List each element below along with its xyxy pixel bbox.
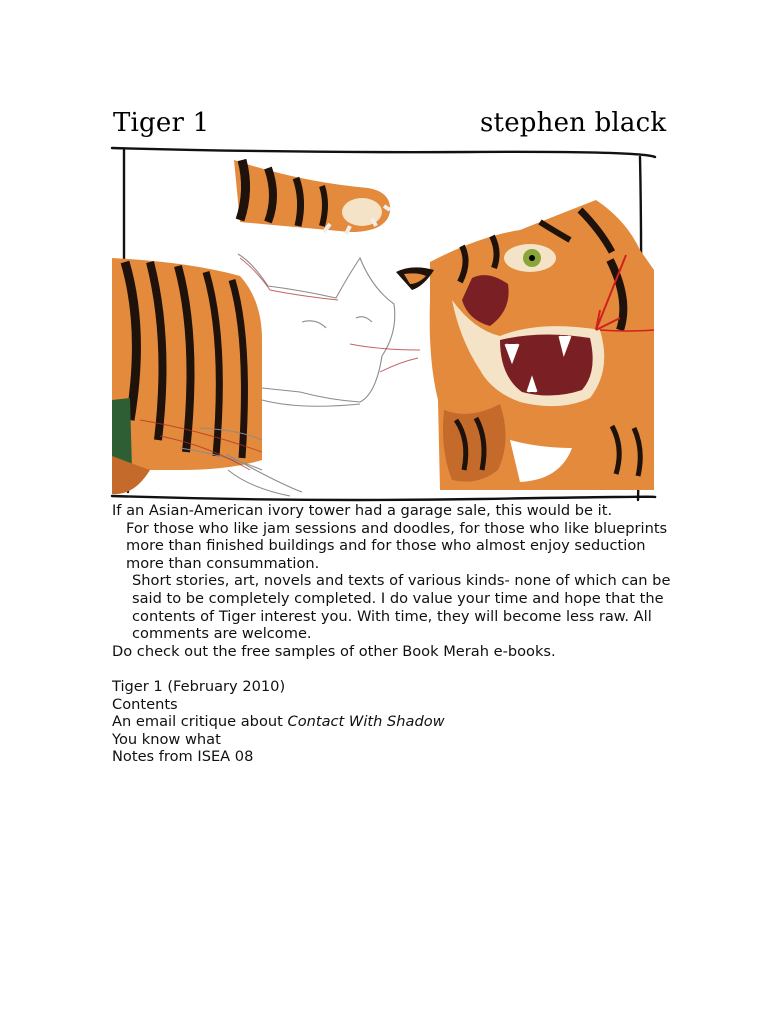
toc-item-email-critique	[112, 713, 672, 731]
edition-line: Tiger 1 (February 2010)	[112, 678, 286, 695]
intro-paragraph-2: For those who like jam sessions and doodles, for those who like blueprints more than finished buildings and for those who almost enjoy seduction more than consummation.	[126, 519, 668, 572]
intro-text	[112, 502, 672, 660]
toc-item-prefix: An email critique about	[112, 713, 283, 731]
tiger-paw-image	[234, 160, 390, 234]
intro-paragraph-3: Short stories, art, novels and texts of various kinds- none of which can be said to be completely completed. I do value your time and hope that the contents of Tiger interest you. With time, they will become less raw. All comments are welcome.	[132, 572, 671, 643]
tiger-head-image	[396, 200, 654, 490]
book-title: Tiger 1	[113, 108, 210, 138]
intro-line: If an Asian-American ivory tower had a garage sale, this would be it.	[112, 502, 613, 519]
toc-item-notes-isea: Notes from ISEA 08	[112, 748, 254, 766]
author-name: stephen black	[480, 108, 667, 138]
toc-item-title: Contact With Shadow	[287, 713, 445, 731]
tiger-body-image	[112, 258, 262, 494]
toc-item-you-know-what: You know what	[112, 730, 221, 748]
intro-paragraph-4: Do check out the free samples of other Book Merah e-books.	[112, 642, 556, 660]
cat-sketch-drawing	[180, 254, 395, 496]
contents-heading: Contents	[112, 695, 178, 713]
table-of-contents	[112, 678, 672, 766]
red-sketch-lines	[140, 258, 420, 470]
